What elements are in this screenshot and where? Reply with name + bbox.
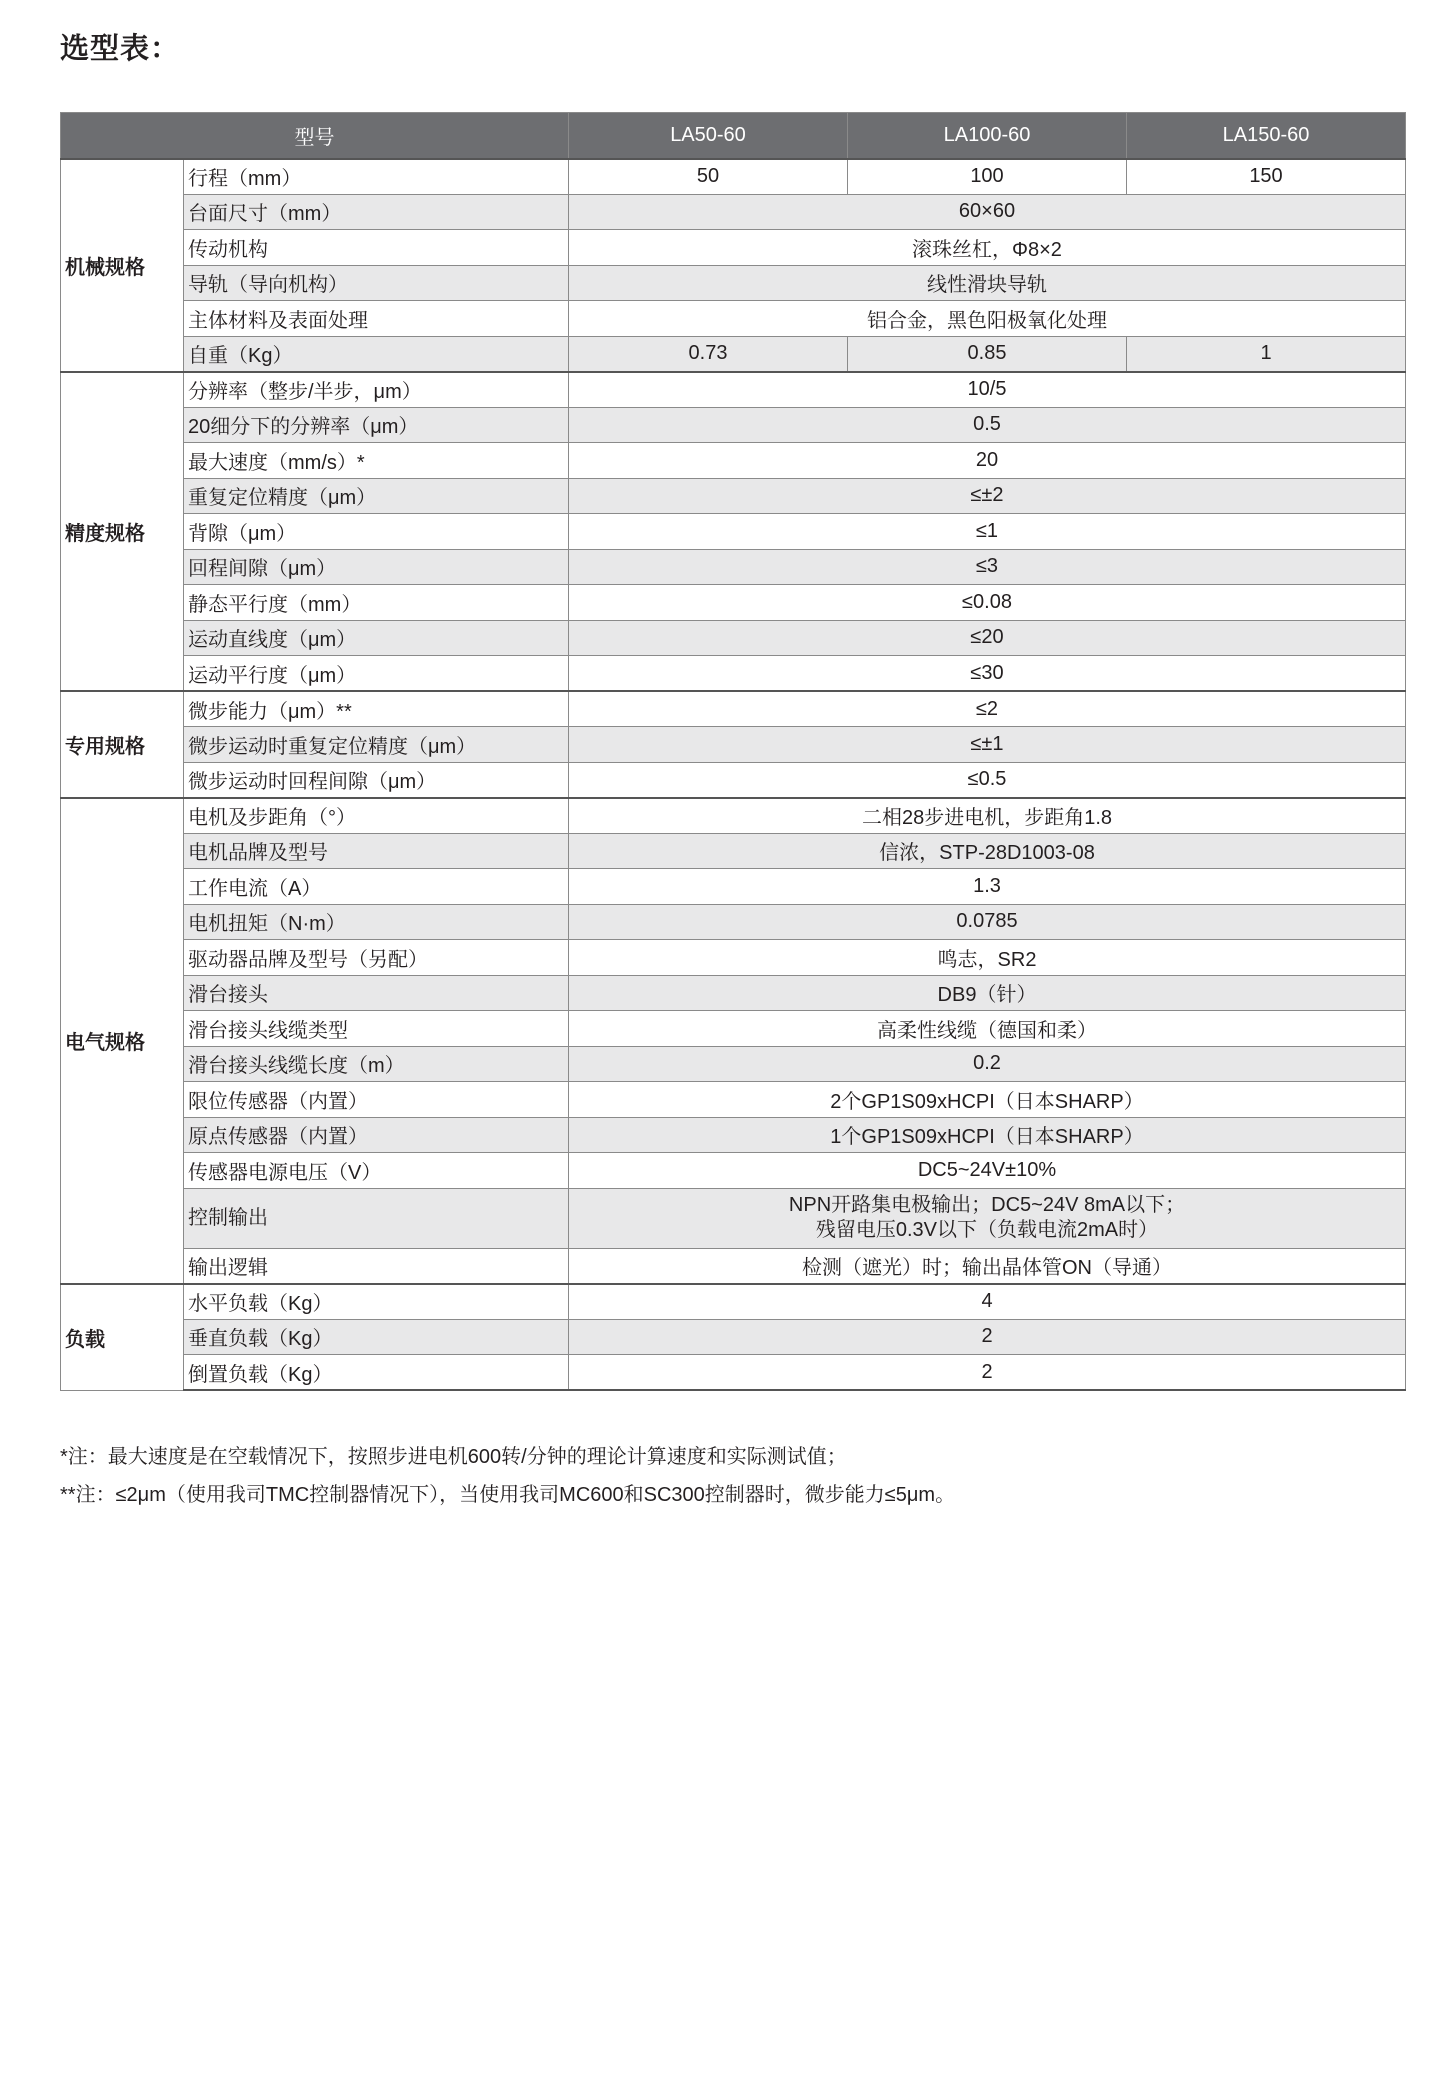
param-cell: 导轨（导向机构） xyxy=(184,265,569,301)
param-cell: 台面尺寸（mm） xyxy=(184,194,569,230)
value-cell: ≤30 xyxy=(569,656,1406,692)
param-cell: 限位传感器（内置） xyxy=(184,1082,569,1118)
value-cell: 0.73 xyxy=(569,336,848,372)
param-cell: 传动机构 xyxy=(184,230,569,266)
value-cell: 100 xyxy=(848,159,1127,195)
value-cell: ≤±2 xyxy=(569,478,1406,514)
param-cell: 微步运动时回程间隙（μm） xyxy=(184,762,569,798)
table-row xyxy=(61,443,1406,479)
value-cell: 1.3 xyxy=(569,869,1406,905)
header-model: LA150-60 xyxy=(1127,113,1406,159)
table-row xyxy=(61,265,1406,301)
group-label: 精度规格 xyxy=(61,372,184,692)
table-row xyxy=(61,1153,1406,1189)
table-row xyxy=(61,336,1406,372)
param-cell: 电机品牌及型号 xyxy=(184,833,569,869)
table-row xyxy=(61,1188,1406,1248)
header-model: LA50-60 xyxy=(569,113,848,159)
table-row xyxy=(61,585,1406,621)
param-cell: 滑台接头线缆长度（m） xyxy=(184,1046,569,1082)
param-cell: 微步能力（μm）** xyxy=(184,691,569,727)
table-row xyxy=(61,1046,1406,1082)
value-cell: 铝合金，黑色阳极氧化处理 xyxy=(569,301,1406,337)
table-row xyxy=(61,159,1406,195)
param-cell: 微步运动时重复定位精度（μm） xyxy=(184,727,569,763)
table-row xyxy=(61,549,1406,585)
spec-group xyxy=(61,372,1406,692)
value-cell: 60×60 xyxy=(569,194,1406,230)
param-cell: 垂直负载（Kg） xyxy=(184,1319,569,1355)
group-label: 负载 xyxy=(61,1284,184,1391)
value-cell: ≤0.08 xyxy=(569,585,1406,621)
table-row xyxy=(61,514,1406,550)
table-row xyxy=(61,620,1406,656)
param-cell: 工作电流（A） xyxy=(184,869,569,905)
value-cell: 2 xyxy=(569,1355,1406,1391)
value-cell: ≤3 xyxy=(569,549,1406,585)
value-cell: ≤0.5 xyxy=(569,762,1406,798)
param-cell: 回程间隙（μm） xyxy=(184,549,569,585)
param-cell: 原点传感器（内置） xyxy=(184,1117,569,1153)
value-cell: 50 xyxy=(569,159,848,195)
param-cell: 滑台接头 xyxy=(184,975,569,1011)
table-row xyxy=(61,1319,1406,1355)
value-cell: ≤±1 xyxy=(569,727,1406,763)
param-cell: 静态平行度（mm） xyxy=(184,585,569,621)
param-cell: 电机及步距角（°） xyxy=(184,798,569,834)
table-row xyxy=(61,372,1406,408)
table-row xyxy=(61,869,1406,905)
spec-group xyxy=(61,691,1406,798)
value-cell: 2 xyxy=(569,1319,1406,1355)
table-row xyxy=(61,478,1406,514)
value-cell: 1个GP1S09xHCPI（日本SHARP） xyxy=(569,1117,1406,1153)
value-cell: 0.5 xyxy=(569,407,1406,443)
table-row xyxy=(61,407,1406,443)
value-cell: 2个GP1S09xHCPI（日本SHARP） xyxy=(569,1082,1406,1118)
param-cell: 倒置负载（Kg） xyxy=(184,1355,569,1391)
group-label: 机械规格 xyxy=(61,159,184,372)
value-cell: 10/5 xyxy=(569,372,1406,408)
param-cell: 滑台接头线缆类型 xyxy=(184,1011,569,1047)
table-row xyxy=(61,656,1406,692)
value-cell: 0.2 xyxy=(569,1046,1406,1082)
footnote: **注：≤2μm（使用我司TMC控制器情况下），当使用我司MC600和SC300控制器时，微步能力≤5μm。 xyxy=(60,1484,956,1506)
table-row xyxy=(61,1082,1406,1118)
table-row xyxy=(61,1248,1406,1284)
value-cell: 检测（遮光）时；输出晶体管ON（导通） xyxy=(569,1248,1406,1284)
spec-table xyxy=(60,112,1406,1391)
value-cell: 鸣志，SR2 xyxy=(569,940,1406,976)
value-cell: 4 xyxy=(569,1284,1406,1320)
group-label: 专用规格 xyxy=(61,691,184,798)
value-cell: DB9（针） xyxy=(569,975,1406,1011)
table-row xyxy=(61,301,1406,337)
param-cell: 控制输出 xyxy=(184,1188,569,1248)
value-cell: ≤1 xyxy=(569,514,1406,550)
value-cell: 150 xyxy=(1127,159,1406,195)
table-row xyxy=(61,691,1406,727)
table-row xyxy=(61,1355,1406,1391)
param-cell: 运动直线度（μm） xyxy=(184,620,569,656)
table-row xyxy=(61,194,1406,230)
param-cell: 水平负载（Kg） xyxy=(184,1284,569,1320)
value-cell: ≤20 xyxy=(569,620,1406,656)
value-cell: 滚珠丝杠，Φ8×2 xyxy=(569,230,1406,266)
spec-group xyxy=(61,159,1406,372)
value-line: 残留电压0.3V以下（负载电流2mA时） xyxy=(815,1219,1159,1241)
param-cell: 重复定位精度（μm） xyxy=(184,478,569,514)
group-label: 电气规格 xyxy=(61,798,184,1284)
footnote: *注：最大速度是在空载情况下，按照步进电机600转/分钟的理论计算速度和实际测试值； xyxy=(60,1446,847,1468)
param-cell: 输出逻辑 xyxy=(184,1248,569,1284)
value-cell xyxy=(569,1188,1406,1248)
value-cell: 0.85 xyxy=(848,336,1127,372)
value-cell: 0.0785 xyxy=(569,904,1406,940)
param-cell: 自重（Kg） xyxy=(184,336,569,372)
param-cell: 运动平行度（μm） xyxy=(184,656,569,692)
value-cell: 1 xyxy=(1127,336,1406,372)
table-header-row xyxy=(61,113,1406,159)
table-row xyxy=(61,940,1406,976)
param-cell: 20细分下的分辨率（μm） xyxy=(184,407,569,443)
param-cell: 传感器电源电压（V） xyxy=(184,1153,569,1189)
spec-group xyxy=(61,798,1406,1284)
value-cell: 二相28步进电机，步距角1.8 xyxy=(569,798,1406,834)
param-cell: 电机扭矩（N·m） xyxy=(184,904,569,940)
table-row xyxy=(61,762,1406,798)
table-row xyxy=(61,798,1406,834)
footnotes xyxy=(60,1438,955,1514)
header-model-label: 型号 xyxy=(61,113,569,159)
table-row xyxy=(61,230,1406,266)
spec-group xyxy=(61,1284,1406,1391)
value-cell: 高柔性线缆（德国和柔） xyxy=(569,1011,1406,1047)
param-cell: 行程（mm） xyxy=(184,159,569,195)
table-row xyxy=(61,1117,1406,1153)
table-row xyxy=(61,1011,1406,1047)
table-row xyxy=(61,975,1406,1011)
value-cell: ≤2 xyxy=(569,691,1406,727)
table-row xyxy=(61,727,1406,763)
page-title: 选型表： xyxy=(60,31,181,65)
value-cell: 线性滑块导轨 xyxy=(569,265,1406,301)
value-line: NPN开路集电极输出；DC5~24V 8mA以下； xyxy=(788,1194,1186,1216)
value-cell: 信浓，STP-28D1003-08 xyxy=(569,833,1406,869)
value-cell: 20 xyxy=(569,443,1406,479)
param-cell: 分辨率（整步/半步，μm） xyxy=(184,372,569,408)
table-row xyxy=(61,904,1406,940)
param-cell: 最大速度（mm/s）* xyxy=(184,443,569,479)
table-row xyxy=(61,1284,1406,1320)
param-cell: 背隙（μm） xyxy=(184,514,569,550)
table-row xyxy=(61,833,1406,869)
param-cell: 主体材料及表面处理 xyxy=(184,301,569,337)
value-cell: DC5~24V±10% xyxy=(569,1153,1406,1189)
header-model: LA100-60 xyxy=(848,113,1127,159)
param-cell: 驱动器品牌及型号（另配） xyxy=(184,940,569,976)
